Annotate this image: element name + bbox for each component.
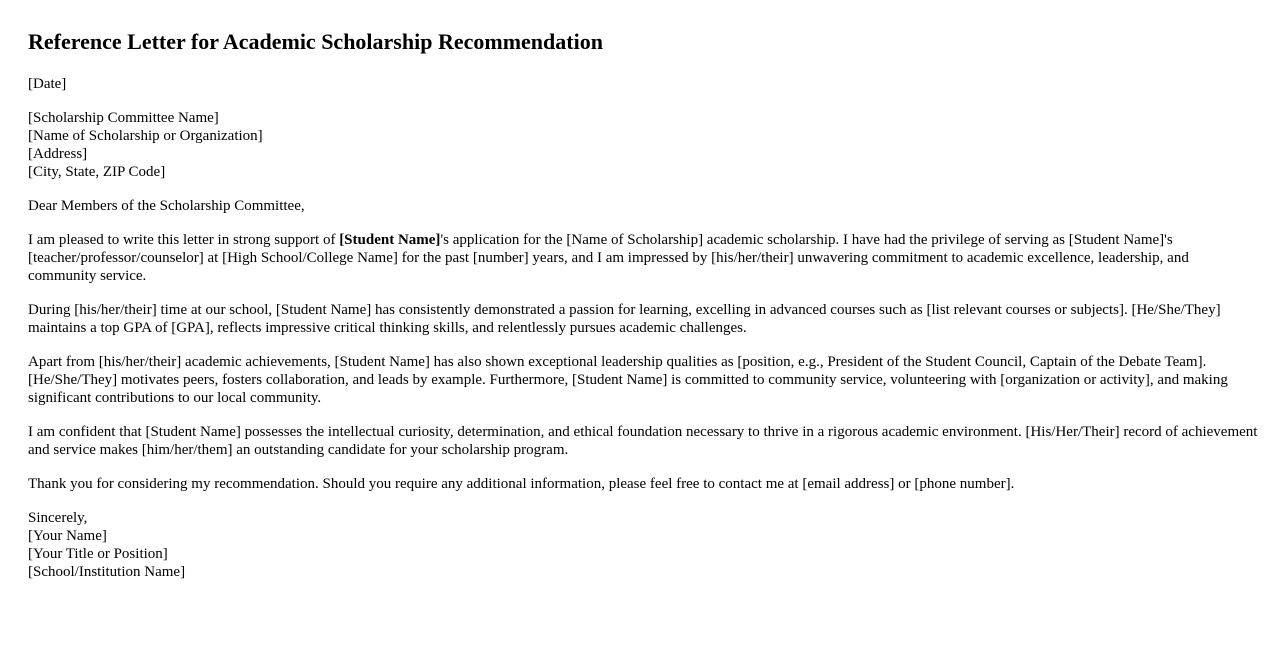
paragraph-introduction-text-after: 's application for the [Name of Scholarship] academic scholarship. I have had the privilege of serving as [Student Name]'s [teacher/professor/counselor] at [High School/College Name] for the past [number] years, and I am impressed by [his/her/their] unwavering commitment to academic excellence, leadership, and community service. <box>28 232 1189 284</box>
signer-title: [Your Title or Position] <box>28 546 168 562</box>
recipient-line-organization: [Name of Scholarship or Organization] <box>28 128 263 144</box>
student-name-bold: [Student Name] <box>339 232 441 248</box>
letter-document <box>28 0 1258 581</box>
signer-name: [Your Name] <box>28 528 107 544</box>
paragraph-academics: During [his/her/their] time at our school, [Student Name] has consistently demonstrated a passion for learning, excelling in advanced courses such as [list relevant courses or subjects]. [He/She/They] maintains a top GPA of [GPA], reflects impressive critical thinking skills, and relentlessly pursues academic challenges. <box>28 302 1221 336</box>
paragraph-introduction-text-before: I am pleased to write this letter in strong support of <box>28 232 340 248</box>
valediction: Sincerely, <box>28 510 88 526</box>
signer-institution: [School/Institution Name] <box>28 564 186 580</box>
recipient-line-committee: [Scholarship Committee Name] <box>28 110 219 126</box>
salutation: Dear Members of the Scholarship Committee, <box>28 198 305 214</box>
recipient-line-city: [City, State, ZIP Code] <box>28 164 166 180</box>
signature-block <box>28 509 1258 581</box>
paragraph-introduction <box>28 231 1258 285</box>
paragraph-thanks: Thank you for considering my recommendation. Should you require any additional information, please feel free to contact me at [email address] or [phone number]. <box>28 476 1015 492</box>
recipient-line-address: [Address] <box>28 146 88 162</box>
page-title: Reference Letter for Academic Scholarship Recommendation <box>28 29 603 54</box>
paragraph-leadership: Apart from [his/her/their] academic achievements, [Student Name] has also shown exceptional leadership qualities as [position, e.g., President of the Student Council, Captain of the Debate Team]. [He/She/They] motivates peers, fosters collaboration, and leads by example. Furthermore, [Student Name] is committed to community service, volunteering with [organization or activity], and making significant contributions to our local community. <box>28 354 1228 406</box>
paragraph-confidence: I am confident that [Student Name] possesses the intellectual curiosity, determination, and ethical foundation necessary to thrive in a rigorous academic environment. [His/Her/Their] record of achievement and service makes [him/her/them] an outstanding candidate for your scholarship program. <box>28 424 1258 458</box>
letter-date: [Date] <box>28 76 67 92</box>
recipient-address <box>28 109 1258 181</box>
